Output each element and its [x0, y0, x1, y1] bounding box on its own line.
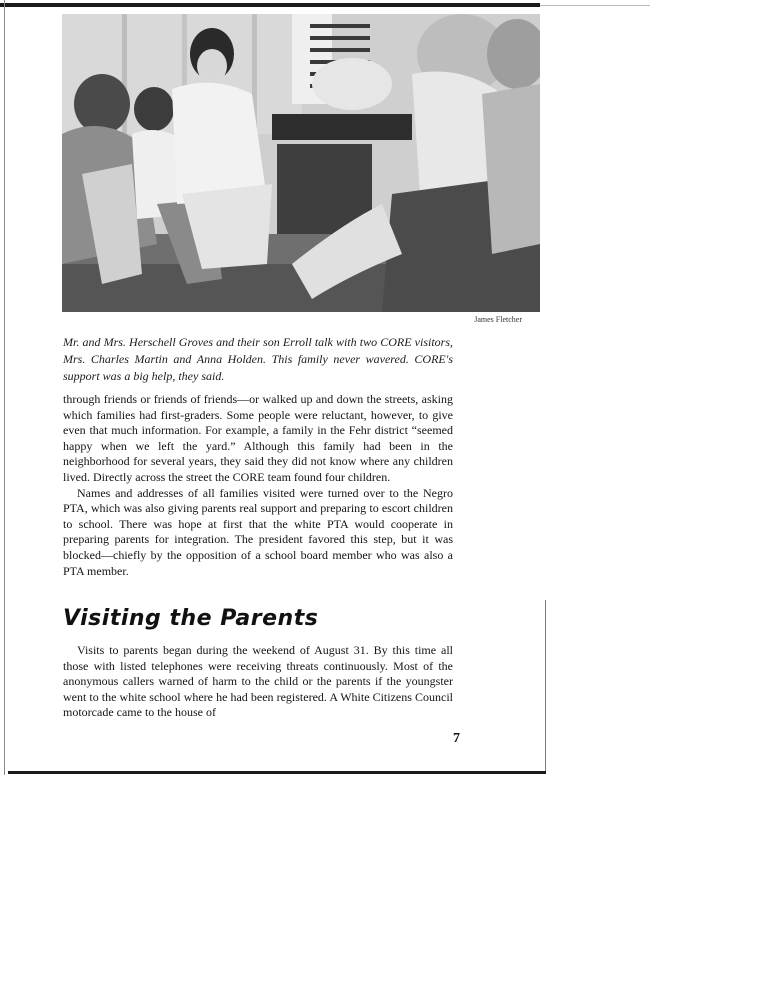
top-rule-thin: [540, 5, 650, 6]
right-margin-rule: [545, 600, 546, 772]
body-paragraph: through friends or friends of friends—or walked up and down the streets, asking which families had first-graders. Some people were reluctant, however, to give even that much information. For example, a family in the Fehr district “seemed happy when we left the yard.” Although this family had been in the neighborhood for several years, they said they did not know where any children lived. Directly across the street the CORE team found four children.: [63, 392, 453, 484]
photo-caption: Mr. and Mrs. Herschell Groves and their son Erroll talk with two CORE visitors, Mrs. Charles Martin and Anna Holden. This family never wavered. CORE's support was a big help, they said.: [63, 335, 453, 383]
page-number: 7: [453, 731, 460, 746]
bottom-rule: [8, 771, 546, 774]
section-heading: Visiting the Parents: [63, 606, 319, 631]
left-margin-rule: [4, 0, 5, 775]
body-text-lower: [63, 643, 453, 721]
family-photo: [62, 14, 540, 312]
body-paragraph: Visits to parents began during the weekend of August 31. By this time all those with listed telephones were receiving threats continuously. Most of the anonymous callers warned of harm to the child or the parents if the youngster went to the white school where he had been registered. A White Citizens Council motorcade came to the house of: [63, 643, 453, 720]
body-paragraph: Names and addresses of all families visited were turned over to the Negro PTA, which was also giving parents real support and preparing to escort children to school. There was hope at first that the white PTA would cooperate in preparing parents for integration. The president favored this step, but it was blocked—chiefly by the opposition of a school board member who was also a PTA member.: [63, 485, 453, 578]
family-photo-drawing: [62, 14, 540, 312]
photo-credit: James Fletcher: [474, 315, 522, 324]
body-text-upper: [63, 392, 453, 579]
top-rule: [0, 3, 540, 7]
